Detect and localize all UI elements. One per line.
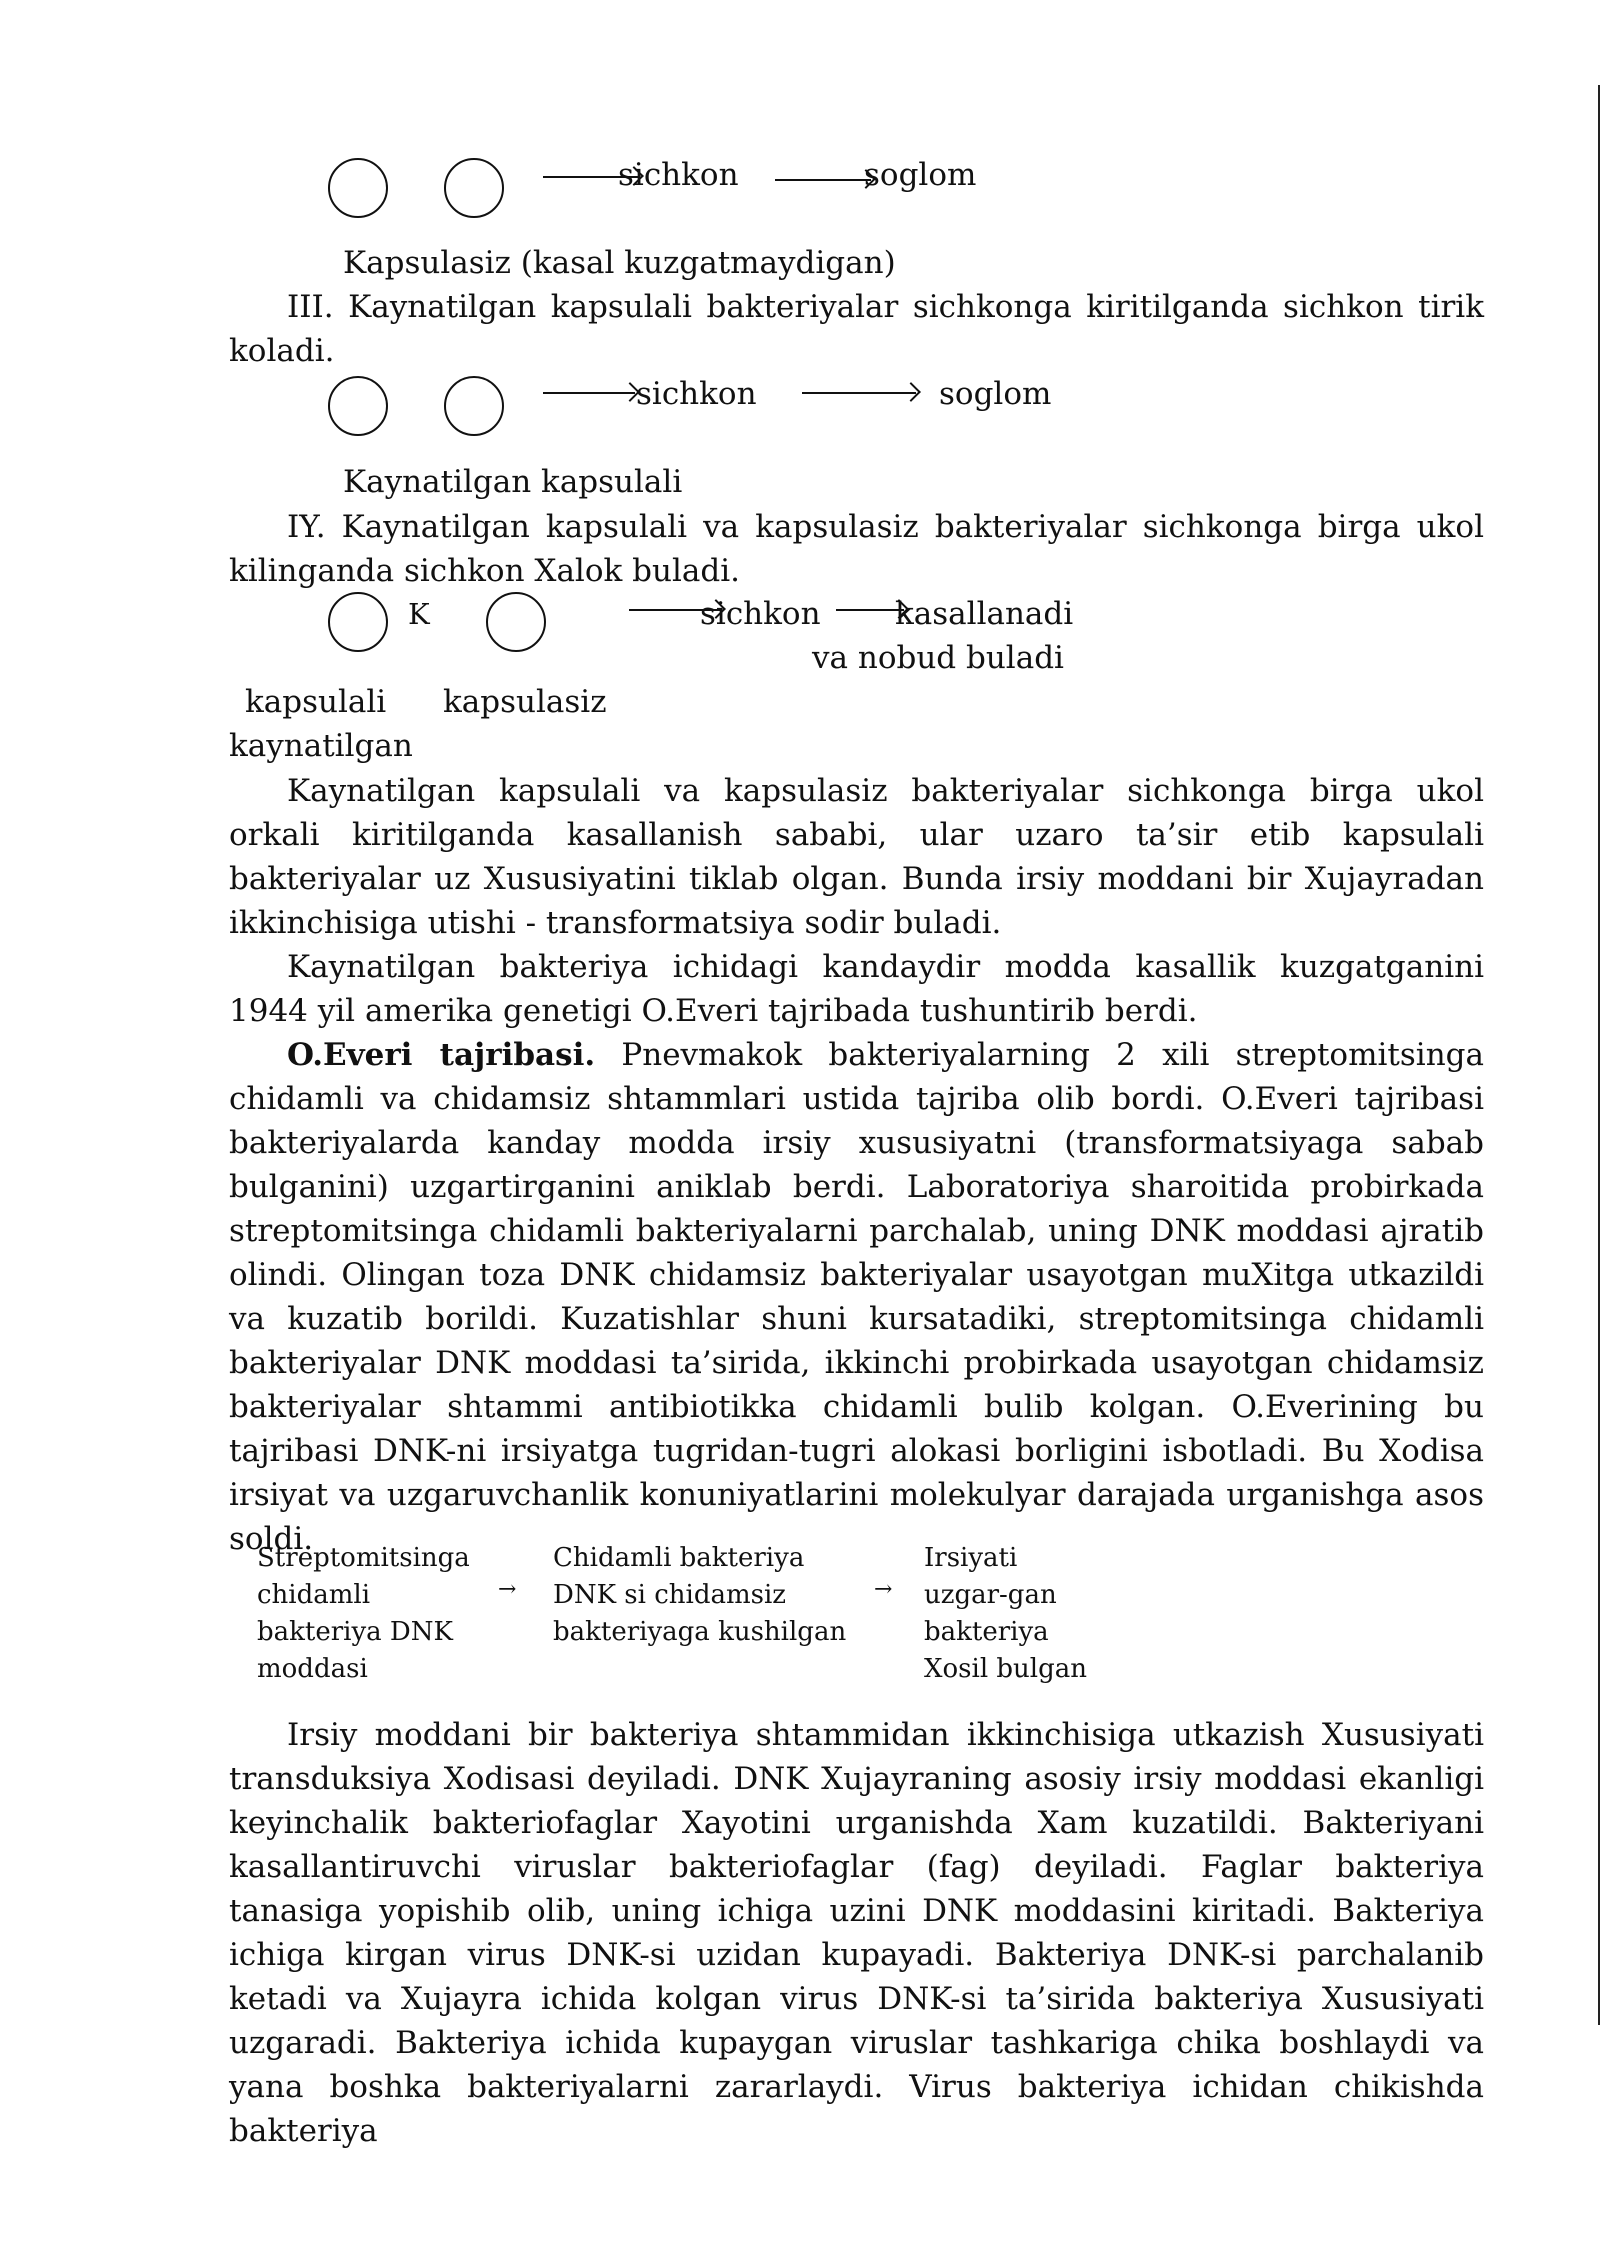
diagram-caption: Kaynatilgan kapsulali xyxy=(343,464,683,500)
experiment-text: Pnevmakok bakteriyalarning 2 xili streptomitsinga chidamli va chidamsiz shtammlari ustida tajriba olib bordi. O.Everi tajribasi bakteriyalarda kanday modda irsiy xususiyatni (transformatsiyaga sabab bulganini) uzgartirganini aniklab berdi. Laboratoriya sharoitida probirkada streptomitsinga chidamli bakteriyalarni parchalab, uning DNK moddasi ajratib olindi. Olingan toza DNK chidamsiz bakteriyalar usayotgan muXitga utkazildi va kuzatib borildi. Kuzatishlar shuni kursatadiki, streptomitsinga chidamli bakteriyalar DNK moddasi ta’sirida, ikkinchi probirkada usayotgan chidamsiz bakteriyalar shtammi antibiotikka chidamli bulib kolgan. O.Everining bu tajribasi DNK-ni irsiyatga tugridan-tugri alokasi borligini isbotladi. Bu Xodisa irsiyat va uzgaruvchanlik konuniyatlarini molekulyar darajada urganishga asos soldi. xyxy=(229,1037,1484,1557)
arrow-label-mouse: sichkon xyxy=(636,376,757,412)
paragraph-transformation: Kaynatilgan kapsulali va kapsulasiz bakteriyalar sichkonga birga ukol orkali kiritilganda kasallanish sababi, ular uzaro ta’sir etib kapsulali bakteriyalar uz Xususiyatini tiklab olgan. Bunda irsiy moddani bir Xujayradan ikkinchisiga utishi - transformatsiya sodir buladi. xyxy=(229,773,1484,941)
flow-box-3-line: Xosil bulgan xyxy=(924,1654,1087,1684)
paragraph-everi-experiment xyxy=(229,1033,1484,1561)
arrow-label-result: soglom xyxy=(939,376,1052,412)
bacterium-circle-1 xyxy=(328,592,388,652)
flow-box-2-line: DNK si chidamsiz xyxy=(553,1580,786,1610)
paragraph-everi-intro: Kaynatilgan bakteriya ichidagi kandaydir modda kasallik kuzgatganini 1944 yil amerika genetigi O.Everi tajribada tushuntirib berdi. xyxy=(229,949,1484,1029)
flow-box-1-line: bakteriya DNK xyxy=(257,1617,453,1647)
paragraph-transduction: Irsiy moddani bir bakteriya shtammidan ikkinchisiga utkazish Xususiyati transduksiya Xodisasi deyiladi. DNK Xujayraning asosiy irsiy moddasi ekanligi keyinchalik bakteriofaglar Xayotini urganishda Xam kuzatildi. Bakteriyani kasallantiruvchi viruslar bakteriofaglar (fag) deyiladi. Faglar bakteriya tanasiga yopishib olib, uning ichiga uzini DNK moddasini kiritadi. Bakteriya ichiga kirgan virus DNK-si uzidan kupayadi. Bakteriya DNK-si parchalanib ketadi va Xujayra ichida kolgan virus DNK-si ta’sirida bakteriya Xususiyati uzgaradi. Bakteriya ichida kupaygan viruslar tashkariga chika boshlaydi va yana boshka bakteriyalarni zararlaydi. Virus bakteriya ichidan chikishda bakteriya xyxy=(229,1717,1484,2149)
step-four-text: IY. Kaynatilgan kapsulali va kapsulasiz bakteriyalar sichkonga birga ukol kilinganda sichkon Xalok buladi. xyxy=(229,509,1484,589)
bacterium-circle-2 xyxy=(444,376,504,436)
arrow-label-result: soglom xyxy=(864,157,977,193)
label-unencapsulated: kapsulasiz xyxy=(443,684,607,720)
label-encapsulated: kapsulali xyxy=(245,684,387,720)
diagram-caption: Kapsulasiz (kasal kuzgatmaydigan) xyxy=(343,245,896,281)
arrow-label-result: kasallanadi xyxy=(895,596,1074,632)
flow-box-1 xyxy=(257,1540,470,1688)
flow-box-1-line: chidamli xyxy=(257,1580,371,1610)
flow-box-1-line: Streptomitsinga xyxy=(257,1543,470,1573)
flow-arrow-1: → xyxy=(498,1577,517,1602)
flow-box-2 xyxy=(553,1540,846,1651)
flow-box-2-line: bakteriyaga kushilgan xyxy=(553,1617,847,1647)
arrow-to-result xyxy=(802,392,916,394)
bacterium-circle-2 xyxy=(486,592,546,652)
label-boiled: kaynatilgan xyxy=(229,728,413,764)
arrow-label-mouse: sichkon xyxy=(618,157,739,193)
bacterium-circle-1 xyxy=(328,376,388,436)
flow-arrow-2: → xyxy=(874,1577,893,1602)
flow-box-3 xyxy=(924,1540,1087,1688)
arrow-to-result xyxy=(775,179,871,181)
flow-box-3-line: bakteriya xyxy=(924,1617,1049,1647)
bacterium-circle-1 xyxy=(328,158,388,218)
bacterium-circle-2 xyxy=(444,158,504,218)
k-label: K xyxy=(408,597,430,631)
step-three-text: III. Kaynatilgan kapsulali bakteriyalar sichkonga kiritilganda sichkon tirik koladi. xyxy=(229,289,1484,369)
arrow-label-mouse: sichkon xyxy=(700,596,821,632)
flow-box-3-line: uzgar-gan xyxy=(924,1580,1057,1610)
arrow-to-result xyxy=(836,609,904,611)
flow-box-1-line: moddasi xyxy=(257,1654,368,1684)
flow-box-2-line: Chidamli bakteriya xyxy=(553,1543,805,1573)
experiment-heading: O.Everi tajribasi. xyxy=(287,1037,596,1073)
result-line-2: va nobud buladi xyxy=(812,640,1064,676)
arrow-to-mouse xyxy=(543,392,635,394)
flow-box-3-line: Irsiyati xyxy=(924,1543,1018,1573)
